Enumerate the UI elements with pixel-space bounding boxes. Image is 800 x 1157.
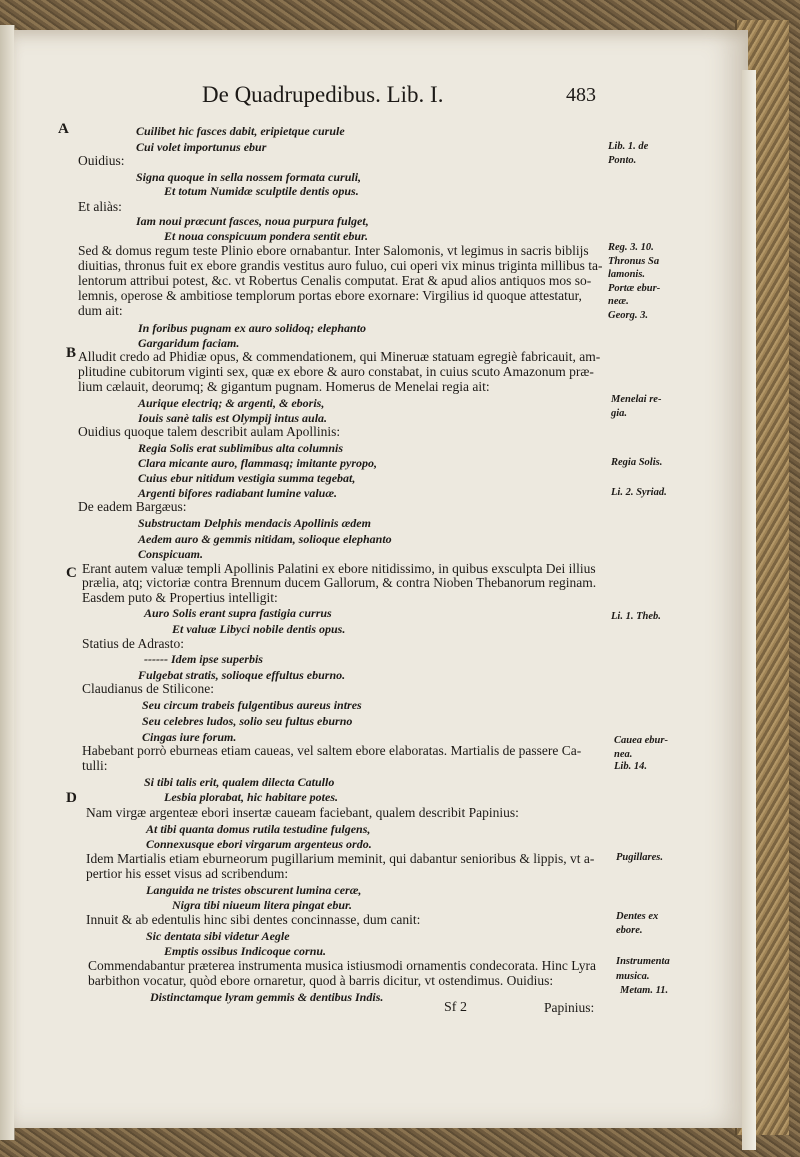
margin-note: Georg. 3. [608, 310, 648, 321]
section-letter: A [58, 121, 69, 137]
margin-note: lamonis. [608, 269, 646, 280]
section-letter: C [66, 565, 77, 581]
margin-note: Dentes ex [616, 911, 659, 922]
verse-line: Cuius ebur nitidum vestigia summa tegebat, [138, 471, 356, 485]
margin-note: Pugillares. [616, 852, 663, 863]
book-page [14, 30, 748, 1128]
verse-line: Regia Solis erat sublimibus alta columnis [138, 441, 344, 455]
margin-note: Li. 1. Theb. [611, 611, 661, 622]
verse-line: In foribus pugnam ex auro solidoq; elephanto [138, 321, 367, 335]
margin-note: Metam. 11. [620, 985, 669, 996]
verse-line: Fulgebat stratis, solioque effultus eburno. [138, 668, 346, 682]
section-letter: B [66, 345, 77, 361]
text-line: Habebant porrò eburneas etiam caueas, vel saltem ebore elaboratas. Martialis de passere Ca- [82, 743, 582, 758]
verse-line: Nigra tibi niueum litera pingat ebur. [172, 898, 353, 912]
text-line: Erant autem valuæ templi Apollinis Palatini ex ebore nitidissimo, in quibus exsculpta Dei illius [82, 561, 596, 576]
text-line: barbithon vocatur, quòd ebore ornaretur, quod à barris dicitur, vt ostendimus. Ouidius: [88, 973, 554, 988]
verse-line: Distinctamque lyram gemmis & dentibus Indis. [150, 990, 384, 1004]
verse-line: Argenti bifores radiabant lumine valuæ. [138, 486, 338, 500]
verse-line: Aedem auro & gemmis nitidam, solioque elephanto [138, 532, 392, 546]
verse-line: Et totum Numidæ sculptile dentis opus. [164, 184, 359, 198]
section-letter: D [66, 790, 77, 806]
text-line: Alludit credo ad Phidiæ opus, & commendationem, qui Mineruæ statuam egregiè fabricauit, am- [78, 349, 601, 364]
verse-line: Et valuæ Libyci nobile dentis opus. [172, 622, 346, 636]
verse-line: Cuilibet hic fasces dabit, eripietque curule [136, 124, 345, 138]
verse-line: Connexusque ebori virgarum argenteus ordo. [146, 837, 372, 851]
margin-note: Cauea ebur- [614, 735, 668, 746]
text-line: plitudine cubitorum viginti sex, quæ ex ebore & auro constabat, in cuius scuto Amazonum præ- [78, 364, 594, 379]
verse-line: Iouis sanè talis est Olympij intus aula. [138, 411, 328, 425]
text-line: Commendabantur præterea instrumenta musica istiusmodi ornamentis condecorata. Hinc Lyra [88, 958, 596, 973]
margin-note: Instrumenta [616, 956, 670, 967]
facing-page-edge [0, 25, 15, 1140]
verse-line: Cingas iure forum. [142, 730, 237, 744]
margin-note: Lib. 1. de [608, 141, 649, 152]
verse-line: Aurique electriq; & argenti, & eboris, [138, 396, 325, 410]
verse-line: Languida ne tristes obscurent lumina ceræ, [146, 883, 362, 897]
text-line: prælia, atq; victoriæ contra Brennum ducem Gallorum, & contra Nioben Thebanorum reginam. [82, 575, 597, 590]
verse-line: Lesbia plorabat, hic habitare potes. [164, 790, 338, 804]
verse-line: Et noua conspicuum pondera sentit ebur. [164, 229, 369, 243]
margin-note: Li. 2. Syriad. [611, 487, 667, 498]
verse-line: Cui volet importunus ebur [136, 140, 267, 154]
page-edge-curl [742, 70, 756, 1150]
text-line: tulli: [82, 758, 108, 773]
text-line: Et aliàs: [78, 199, 122, 214]
text-line: Idem Martialis etiam eburneorum pugillarium meminit, qui dabantur senioribus & lippis, vt a- [86, 851, 595, 866]
verse-line: Seu circum trabeis fulgentibus aureus intres [142, 698, 362, 712]
margin-note: ebore. [616, 925, 643, 936]
verse-line: Auro Solis erant supra fastigia currus [144, 606, 332, 620]
catchword: Papinius: [544, 1000, 595, 1015]
text-line: dum ait: [78, 303, 123, 318]
margin-note: Thronus Sa [608, 256, 660, 267]
margin-note: nea. [614, 749, 633, 760]
text-line: Ouidius quoque talem describit aulam Apollinis: [78, 424, 341, 439]
verse-line: Substructam Delphis mendacis Apollinis ædem [138, 516, 371, 530]
text-line: lentorum attribui potest, &c. vt Robertus Cenalis computat. Erat & apud alios antiquos mos so- [78, 273, 592, 288]
margin-note: Lib. 14. [614, 761, 647, 772]
text-line: lium cælauit, deorumq; & gigantum pugnam. Homerus de Menelai regia ait: [78, 379, 490, 394]
verse-line: Seu celebres ludos, solio seu fultus eburno [142, 714, 353, 728]
verse-line: Si tibi talis erit, qualem dilecta Catullo [144, 775, 335, 789]
verse-line: Sic dentata sibi videtur Aegle [146, 929, 290, 943]
running-head: De Quadrupedibus. Lib. I. [202, 82, 444, 107]
verse-line: Gargaridum faciam. [138, 336, 240, 350]
text-line: Nam virgæ argenteæ ebori insertæ caueam faciebant, qualem describit Papinius: [86, 805, 519, 820]
verse-line: Iam noui præcunt fasces, noua purpura fulget, [136, 214, 369, 228]
margin-note: Ponto. [608, 155, 637, 166]
text-line: Ouidius: [78, 153, 125, 168]
text-line: diuitias, thronus fuit ex ebore grandis vestitus auro fuluo, cui operi vix minus triginta millibus ta- [78, 258, 603, 273]
margin-note: neæ. [608, 296, 629, 307]
verse-line: At tibi quanta domus rutila testudine fulgens, [146, 822, 371, 836]
text-line: Innuit & ab edentulis hinc sibi dentes concinnasse, dum canit: [86, 912, 421, 927]
margin-note: musica. [616, 971, 650, 982]
margin-note: Portæ ebur- [608, 283, 661, 294]
text-line: De eadem Bargæus: [78, 499, 187, 514]
verse-line: Conspicuam. [138, 547, 204, 561]
text-line: lemnis, operose & ambitiose templorum portas ebore exornare: Virgilius id quoque attestatur, [78, 288, 582, 303]
text-line: Statius de Adrasto: [82, 636, 184, 651]
verse-line: ------ Idem ipse superbis [144, 652, 263, 666]
text-line: Easdem puto & Propertius intelligit: [82, 590, 278, 605]
page-number: 483 [566, 84, 596, 106]
verse-line: Emptis ossibus Indicoque cornu. [164, 944, 327, 958]
text-line: Claudianus de Stilicone: [82, 681, 214, 696]
margin-note: Reg. 3. 10. [608, 242, 654, 253]
text-line: pertior his esset visus ad scribendum: [86, 866, 289, 881]
margin-note: Regia Solis. [611, 457, 663, 468]
verse-line: Signa quoque in sella nossem formata curuli, [136, 170, 362, 184]
margin-note: Menelai re- [611, 394, 662, 405]
text-line: Sed & domus regum teste Plinio ebore ornabantur. Inter Salomonis, vt legimus in sacris biblijs [78, 243, 589, 258]
signature-mark: Sf 2 [444, 1000, 467, 1015]
verse-line: Clara micante auro, flammasq; imitante pyropo, [138, 456, 378, 470]
margin-note: gia. [611, 408, 628, 419]
